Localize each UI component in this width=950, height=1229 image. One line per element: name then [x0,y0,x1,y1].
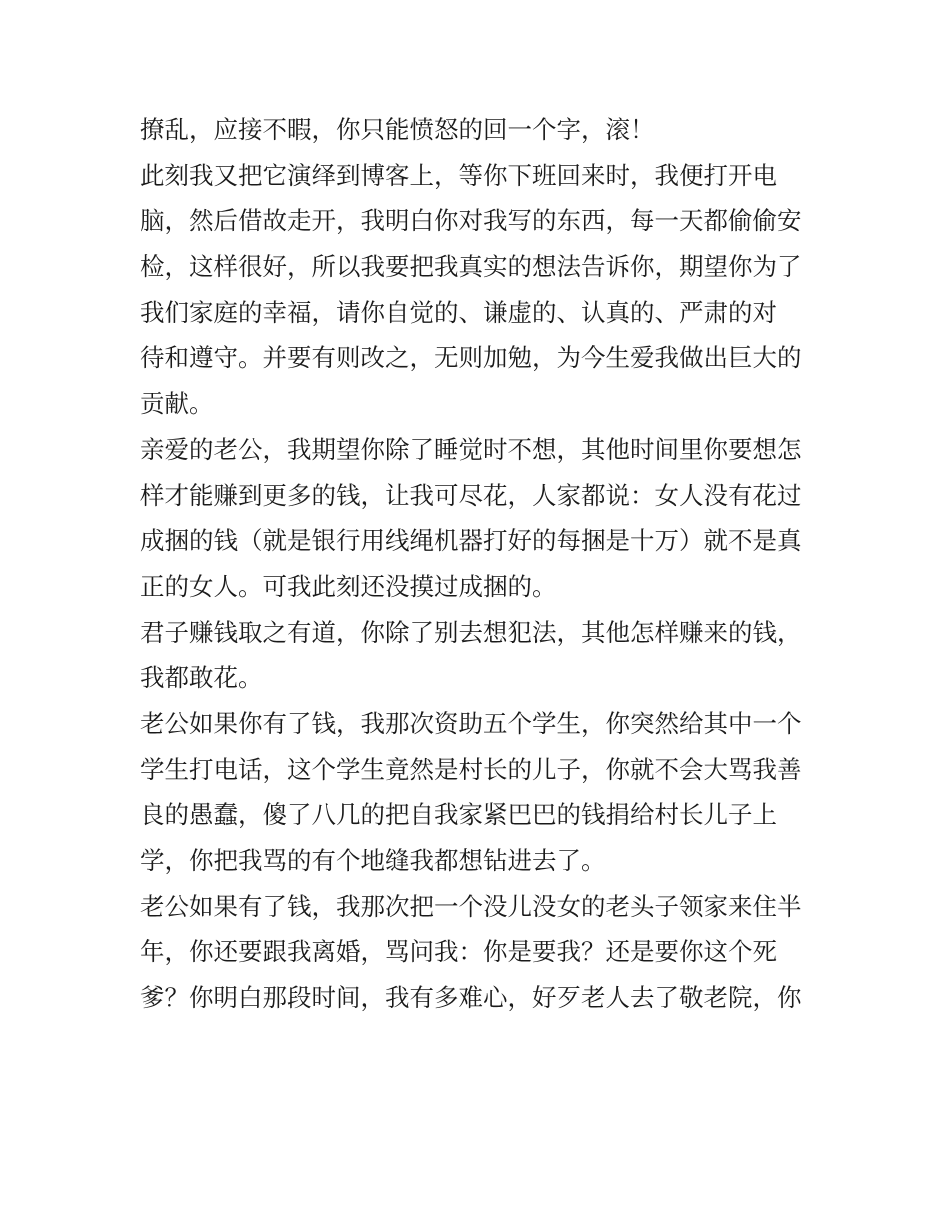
text-line: 良的愚蠢，傻了八几的把自我家紧巴巴的钱捐给村长儿子上 [140,800,777,830]
text-line: 脑，然后借故走开，我明白你对我写的东西，每一天都偷偷安 [140,206,802,236]
text-line: 老公如果有了钱，我那次把一个没儿没女的老头子领家来住半 [140,891,802,921]
text-line: 年，你还要跟我离婚，骂问我：你是要我？还是要你这个死 [140,937,777,967]
body-text [140,107,820,1021]
text-line: 成捆的钱（就是银行用线绳机器打好的每捆是十万）就不是真 [140,526,802,556]
text-line: 老公如果你有了钱，我那次资助五个学生，你突然给其中一个 [140,708,802,738]
text-line: 样才能赚到更多的钱，让我可尽花，人家都说：女人没有花过 [140,480,802,510]
text-line: 检，这样很好，所以我要把我真实的想法告诉你，期望你为了 [140,252,802,282]
text-line: 我都敢花。 [140,663,263,693]
text-line: 我们家庭的幸福，请你自觉的、谦虚的、认真的、严肃的对 [140,297,777,327]
text-line: 亲爱的老公，我期望你除了睡觉时不想，其他时间里你要想怎 [140,434,802,464]
text-line: 爹？你明白那段时间，我有多难心，好歹老人去了敬老院，你 [140,983,802,1013]
text-line: 此刻我又把它演绎到博客上，等你下班回来时，我便打开电 [140,160,777,190]
text-line: 正的女人。可我此刻还没摸过成捆的。 [140,571,557,601]
text-line: 贡献。 [140,389,214,419]
text-line: 学，你把我骂的有个地缝我都想钻进去了。 [140,846,606,875]
text-line: 待和遵守。并要有则改之，无则加勉，为今生爱我做出巨大的 [140,343,802,373]
text-line: 学生打电话，这个学生竟然是村长的儿子，你就不会大骂我善 [140,754,802,784]
text-line: 撩乱，应接不暇，你只能愤怒的回一个字，滚！ [140,115,655,144]
text-line: 君子赚钱取之有道，你除了别去想犯法，其他怎样赚来的钱， [140,617,802,647]
